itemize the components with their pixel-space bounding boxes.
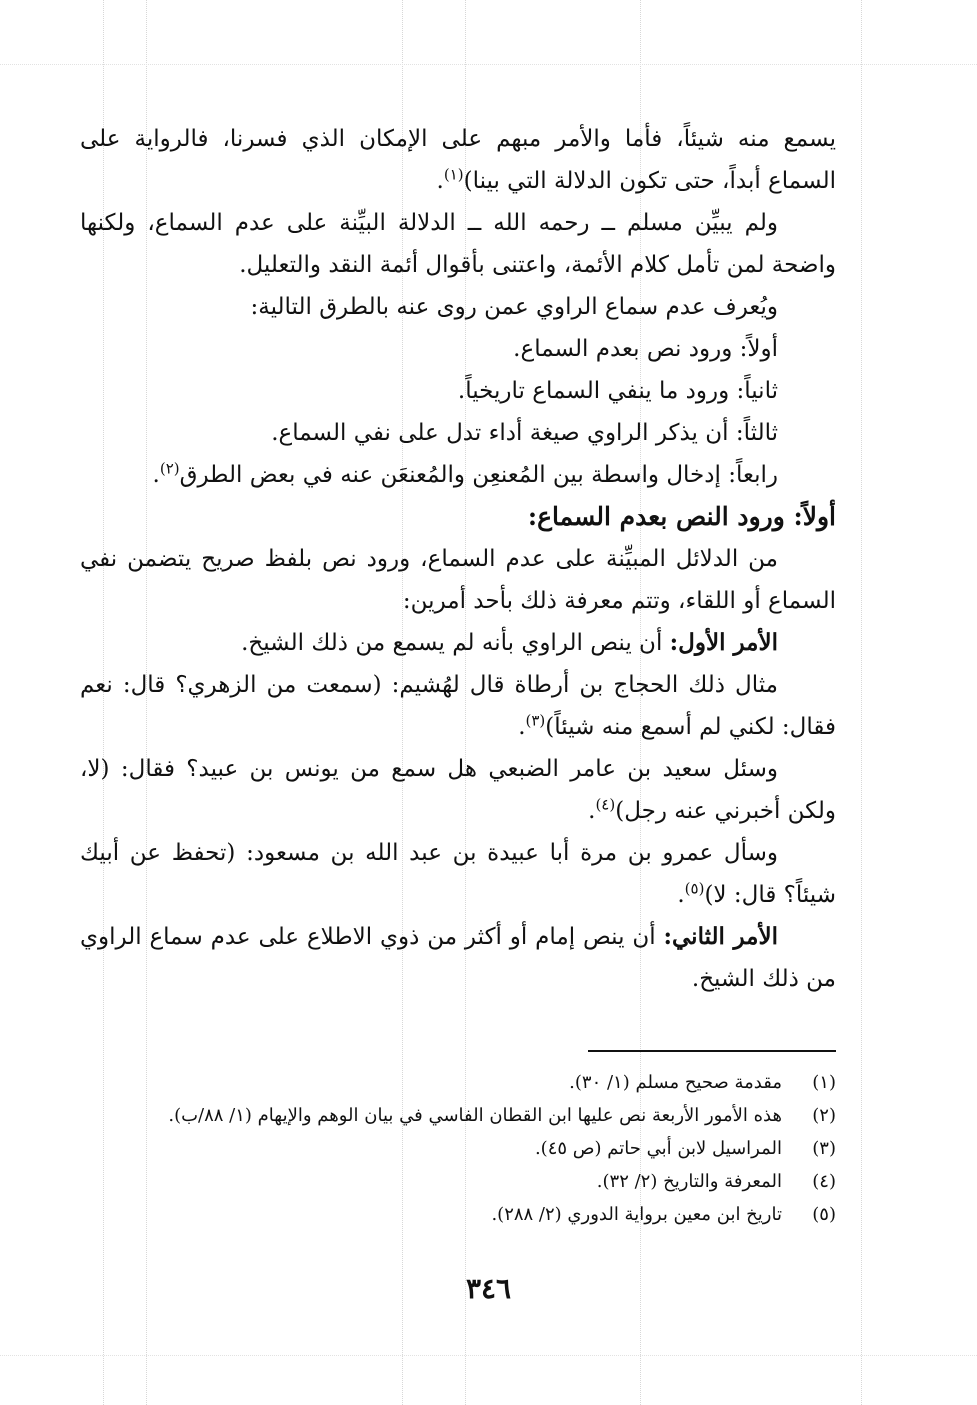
list-item-label: رابعاً: [728, 462, 778, 488]
footnote-text: تاريخ ابن معين برواية الدوري (٢/ ٢٨٨). [491, 1204, 782, 1225]
footnote-number: (١) [812, 1072, 836, 1093]
list-item-text: إدخال واسطة بين المُعنعِن والمُعنعَن عنه في بعض الطرق [179, 462, 721, 488]
footnote-text: مقدمة صحيح مسلم (١/ ٣٠). [569, 1072, 782, 1093]
list-item [80, 328, 836, 370]
scan-guide-line [0, 1355, 977, 1356]
list-item-text: ورود ما ينفي السماع تاريخياً. [457, 378, 730, 404]
footnote [80, 1198, 836, 1231]
footnote-ref[interactable]: (١) [443, 165, 464, 184]
list-item-label: ثانياً: [736, 378, 778, 404]
paragraph [80, 664, 836, 748]
paragraph: ولم يبيِّن مسلم ــ رحمه الله ــ الدلالة البيِّنة على عدم السماع، ولكنها واضحة لمن تأمل كلام الأئمة، واعتنى بأقوال أئمة النقد والتعليل. [80, 210, 836, 278]
paragraph [80, 118, 836, 202]
scan-guide-line [0, 64, 977, 65]
paragraph [80, 916, 836, 1000]
footnote-text: المراسيل لابن أبي حاتم (ص ٤٥). [534, 1138, 782, 1159]
footnote [80, 1165, 836, 1198]
footnote-number: (٣) [812, 1138, 836, 1159]
punctuation: . [518, 714, 526, 740]
list-item-label: أولاً: [739, 336, 778, 362]
punctuation: . [677, 882, 685, 908]
paragraph-text: وسأل عمرو بن مرة أبا عبيدة بن عبد الله بن مسعود: (تحفظ عن أبيك شيئاً؟ قال: لا) [80, 840, 836, 908]
scan-guide-line [861, 0, 862, 1405]
footnote-number: (٤) [812, 1171, 836, 1192]
footnote-ref[interactable]: (٥) [684, 879, 705, 898]
footnote-number: (٥) [812, 1204, 836, 1225]
punctuation: . [588, 798, 596, 824]
list-item-text: ورود نص بعدم السماع. [513, 336, 733, 362]
section-heading: أولاً: ورود النص بعدم السماع: [527, 502, 836, 531]
punctuation: . [152, 462, 160, 488]
footnote-divider [588, 1050, 836, 1052]
punctuation: . [436, 168, 444, 194]
list-item [80, 370, 836, 412]
paragraph: ويُعرف عدم سماع الراوي عمن روى عنه بالطرق التالية: [250, 294, 778, 320]
footnote-text: هذه الأمور الأربعة نص عليها ابن القطان الفاسي في بيان الوهم والإيهام (١/ ٨٨/ب). [168, 1105, 782, 1126]
page-number: ٣٤٦ [465, 1272, 512, 1305]
footnote-number: (٢) [812, 1105, 836, 1126]
footnote-text: المعرفة والتاريخ (٢/ ٣٢). [596, 1171, 782, 1192]
footnote [80, 1099, 836, 1132]
bold-label: الأمر الأول: [669, 629, 778, 656]
paragraph-text: أن ينص الراوي بأنه لم يسمع من ذلك الشيخ. [241, 630, 663, 656]
paragraph-text: مثال ذلك الحجاج بن أرطاة قال لهُشيم: (سمعت من الزهري؟ قال: نعم فقال: لكني لم أسمع منه شيئاً) [80, 672, 836, 740]
paragraph-text: أن ينص إمام أو أكثر من ذوي الاطلاع على عدم سماع الراوي من ذلك الشيخ. [80, 924, 836, 992]
footnote [80, 1132, 836, 1165]
list-item-label: ثالثاً: [735, 420, 778, 446]
paragraph [80, 748, 836, 832]
footnote-ref[interactable]: (٢) [159, 459, 180, 478]
footnote-ref[interactable]: (٤) [595, 795, 616, 814]
list-item [80, 412, 836, 454]
paragraph-text: وسئل سعيد بن عامر الضبعي هل سمع من يونس بن عبيد؟ فقال: (لا، ولكن أخبرني عنه رجل) [80, 756, 836, 824]
footnote [80, 1066, 836, 1099]
paragraph-text: يسمع منه شيئاً، فأما والأمر مبهم على الإمكان الذي فسرنا، فالرواية على السماع أبداً، حتى تكون الدلالة التي بينا) [80, 126, 836, 194]
paragraph [80, 622, 836, 664]
paragraph [80, 832, 836, 916]
list-item [80, 454, 836, 496]
footnotes [80, 1066, 836, 1231]
main-text [80, 118, 836, 1000]
bold-label: الأمر الثاني: [663, 923, 779, 950]
list-item-text: أن يذكر الراوي صيغة أداء تدل على نفي السماع. [271, 420, 729, 446]
footnote-ref[interactable]: (٣) [525, 711, 546, 730]
paragraph: من الدلائل المبيِّنة على عدم السماع، ورود نص بلفظ صريح يتضمن نفي السماع أو اللقاء، وتتم معرفة ذلك بأحد أمرين: [80, 546, 836, 614]
